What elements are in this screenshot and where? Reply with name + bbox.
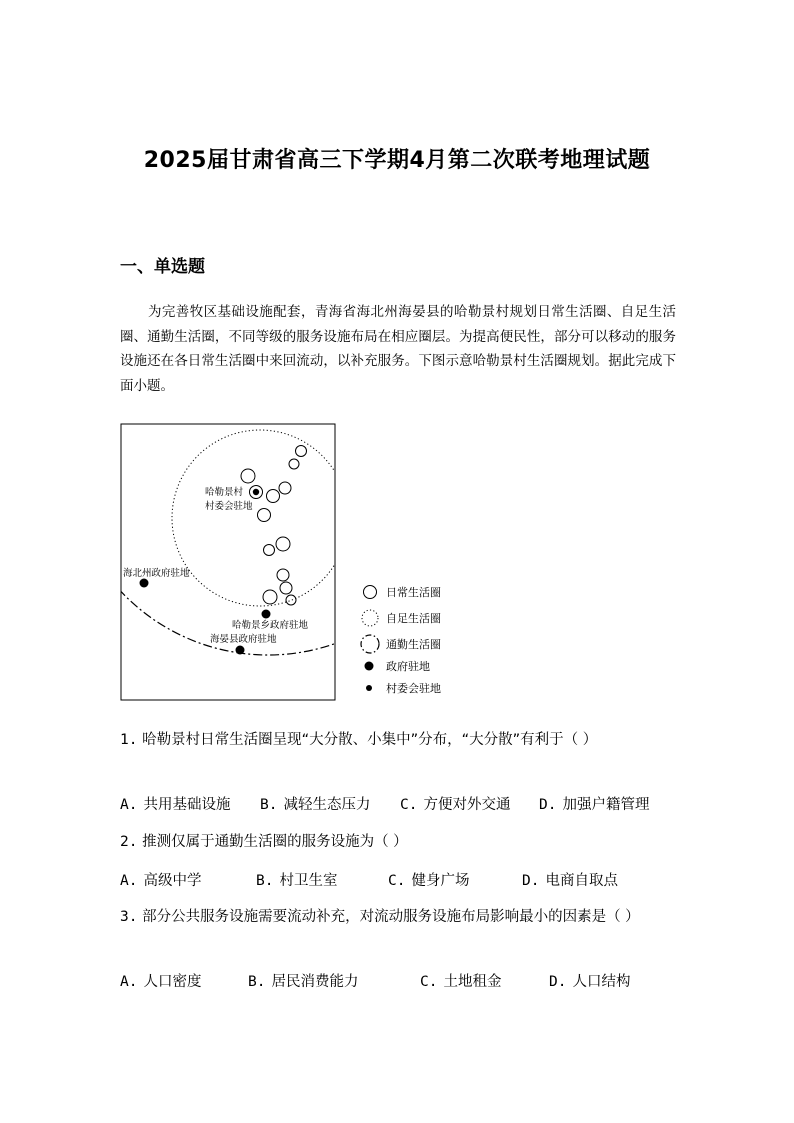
label-county: 海晏县政府驻地 xyxy=(210,634,277,645)
option-d[interactable]: D. 人口结构 xyxy=(549,974,631,990)
option-b[interactable]: B. 减轻生态压力 xyxy=(260,797,371,813)
option-a[interactable]: A. 人口密度 xyxy=(120,974,202,990)
legend-label: 日常生活圈 xyxy=(386,586,441,599)
legend-label: 自足生活圈 xyxy=(386,612,441,625)
legend-small-dot-icon xyxy=(366,685,372,691)
option-b[interactable]: B. 居民消费能力 xyxy=(248,974,359,990)
village-committee-dot xyxy=(253,489,259,495)
legend-label: 政府驻地 xyxy=(386,660,430,673)
self-sufficient-circle xyxy=(172,430,348,606)
legend-dotted-circle-icon xyxy=(362,610,378,626)
daily-circles xyxy=(241,446,307,606)
option-c[interactable]: C. 健身广场 xyxy=(388,873,470,889)
option-c[interactable]: C. 土地租金 xyxy=(420,974,502,990)
legend-dashdot-circle-icon xyxy=(361,635,379,653)
legend-solid-circle-icon xyxy=(364,586,377,599)
label-committee: 村委会驻地 xyxy=(205,501,253,512)
township-gov-dot xyxy=(262,610,271,619)
label-township: 哈勒景乡政府驻地 xyxy=(232,620,309,631)
option-b[interactable]: B. 村卫生室 xyxy=(256,873,338,889)
legend-label: 通勤生活圈 xyxy=(386,638,441,651)
option-d[interactable]: D. 加强户籍管理 xyxy=(539,797,650,813)
haibei-gov-dot xyxy=(140,579,149,588)
legend-label: 村委会驻地 xyxy=(386,682,441,695)
option-c[interactable]: C. 方便对外交通 xyxy=(400,797,511,813)
question-text: 哈勒景村日常生活圈呈现“大分散、小集中”分布，“大分散”有利于（ ） xyxy=(142,732,598,748)
option-a[interactable]: A. 共用基础设施 xyxy=(120,797,231,813)
question-text: 部分公共服务设施需要流动补充，对流动服务设施布局影响最小的因素是（ ） xyxy=(142,909,640,925)
question-1 xyxy=(120,728,680,752)
question-3 xyxy=(120,905,680,929)
map-frame xyxy=(121,424,335,700)
question-number: 3. xyxy=(120,909,138,925)
label-village: 哈勒景村 xyxy=(205,487,244,498)
label-haibei: 海北州政府驻地 xyxy=(123,568,190,579)
legend-large-dot-icon xyxy=(365,662,374,671)
question-number: 2. xyxy=(120,834,138,850)
life-circle-map xyxy=(120,423,465,703)
reading-passage: 为完善牧区基础设施配套，青海省海北州海晏县的哈勒景村规划日常生活圈、自足生活圈、通勤生活圈，不同等级的服务设施布局在相应圈层。为提高便民性，部分可以移动的服务设施还在各日常生活圈中来回流动，以补充服务。下图示意哈勒景村生活圈规划。据此完成下面小题。 xyxy=(120,304,676,394)
document-title: 2025届甘肃省高三下学期4月第二次联考地理试题 xyxy=(143,148,651,173)
section-heading: 一、单选题 xyxy=(120,257,205,277)
option-d[interactable]: D. 电商自取点 xyxy=(522,873,618,889)
question-text: 推测仅属于通勤生活圈的服务设施为（ ） xyxy=(142,834,408,850)
legend xyxy=(361,585,441,695)
question-2 xyxy=(120,830,680,854)
question-number: 1. xyxy=(120,732,138,748)
option-a[interactable]: A. 高级中学 xyxy=(120,873,202,889)
county-gov-dot xyxy=(236,646,245,655)
